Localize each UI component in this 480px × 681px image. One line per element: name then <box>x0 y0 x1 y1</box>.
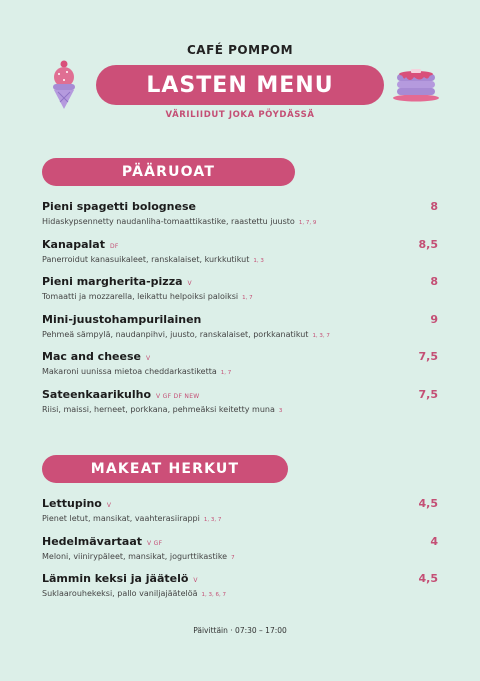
item-tags: V <box>106 502 112 509</box>
opening-hours: Päivittäin · 07:30 – 17:00 <box>193 626 287 635</box>
item-price: 7,5 <box>418 350 438 363</box>
item-description: Pienet letut, mansikat, vaahterasiirappi <box>42 514 200 523</box>
menu-item <box>42 270 438 308</box>
menu-title: LASTEN MENU <box>96 65 384 105</box>
item-allergens: 7 <box>231 554 235 561</box>
menu-item <box>42 345 438 383</box>
item-allergens: 1, 7 <box>220 370 232 376</box>
pancake-stack-icon <box>392 66 440 102</box>
ice-cream-icon <box>50 58 78 110</box>
item-description: Panerroidut kanasuikaleet, ranskalaiset, kurkkutikut <box>42 254 250 264</box>
item-tags: V <box>145 355 151 362</box>
item-price: 4 <box>430 534 438 548</box>
cafe-name: CAFÉ POMPOM <box>186 43 294 57</box>
item-name: Lämmin keksi ja jäätelö <box>42 572 189 585</box>
item-price: 9 <box>430 312 438 326</box>
item-name: Hedelmävartaat <box>42 534 143 548</box>
item-description: Pehmeä sämpylä, naudanpihvi, juusto, ranskalaiset, porkkanatikut <box>42 329 309 339</box>
menu-item <box>42 308 438 346</box>
item-price: 8,5 <box>418 237 438 251</box>
item-price: 8 <box>430 275 438 288</box>
section-header-desserts: MAKEAT HERKUT <box>42 455 288 483</box>
item-allergens: 1, 3, 6, 7 <box>201 592 227 598</box>
item-allergens: 1, 3, 7 <box>203 517 222 523</box>
menu-item <box>42 233 438 271</box>
item-tags: V GF DF NEW <box>156 392 200 400</box>
menu-item <box>42 195 438 233</box>
desserts-list <box>42 492 438 605</box>
menu-item <box>42 530 438 568</box>
menu-subtitle: VÄRILIIDUT JOKA PÖYDÄSSÄ <box>165 110 315 120</box>
item-description: Meloni, viinirypäleet, mansikat, jogurttikastike <box>42 551 228 561</box>
item-allergens: 1, 7, 9 <box>298 220 317 226</box>
item-price: 4,5 <box>418 497 438 510</box>
item-name: Kanapalat <box>42 237 105 251</box>
item-allergens: 1, 3 <box>253 257 264 264</box>
item-name: Pieni spagetti bolognese <box>42 200 196 213</box>
item-description: Tomaatti ja mozzarella, leikattu helpoiksi paloiksi <box>42 292 239 301</box>
item-tags: V GF <box>147 539 163 547</box>
item-description: Suklaarouhekeksi, pallo vaniljajäätelöä <box>42 589 198 598</box>
item-description: Riisi, maissi, herneet, porkkana, pehmeäksi keitetty muna <box>42 404 275 414</box>
main-courses-list <box>42 195 438 420</box>
item-name: Lettupino <box>42 497 102 510</box>
section-header-main-courses: PÄÄRUOAT <box>42 158 295 186</box>
item-tags: V <box>193 577 198 584</box>
item-name: Mini-juustohampurilainen <box>42 312 202 326</box>
item-name: Sateenkaarikulho <box>42 387 152 401</box>
menu-item <box>42 492 438 530</box>
item-description: Makaroni uunissa mietoa cheddarkastiketta <box>42 367 217 376</box>
item-name: Mac and cheese <box>42 350 141 363</box>
item-allergens: 1, 7 <box>242 295 253 301</box>
item-description: Hidaskypsennetty naudanliha-tomaattikastike, raastettu juusto <box>42 217 295 226</box>
item-allergens: 3 <box>278 407 283 414</box>
item-name: Pieni margherita-pizza <box>42 275 183 288</box>
menu-item <box>42 383 438 421</box>
item-price: 4,5 <box>418 572 438 585</box>
item-price: 8 <box>430 200 438 213</box>
item-price: 7,5 <box>418 387 438 401</box>
menu-item <box>42 567 438 605</box>
item-tags: DF <box>109 242 119 250</box>
item-allergens: 1, 3, 7 <box>312 332 330 339</box>
item-tags: V <box>187 280 192 287</box>
